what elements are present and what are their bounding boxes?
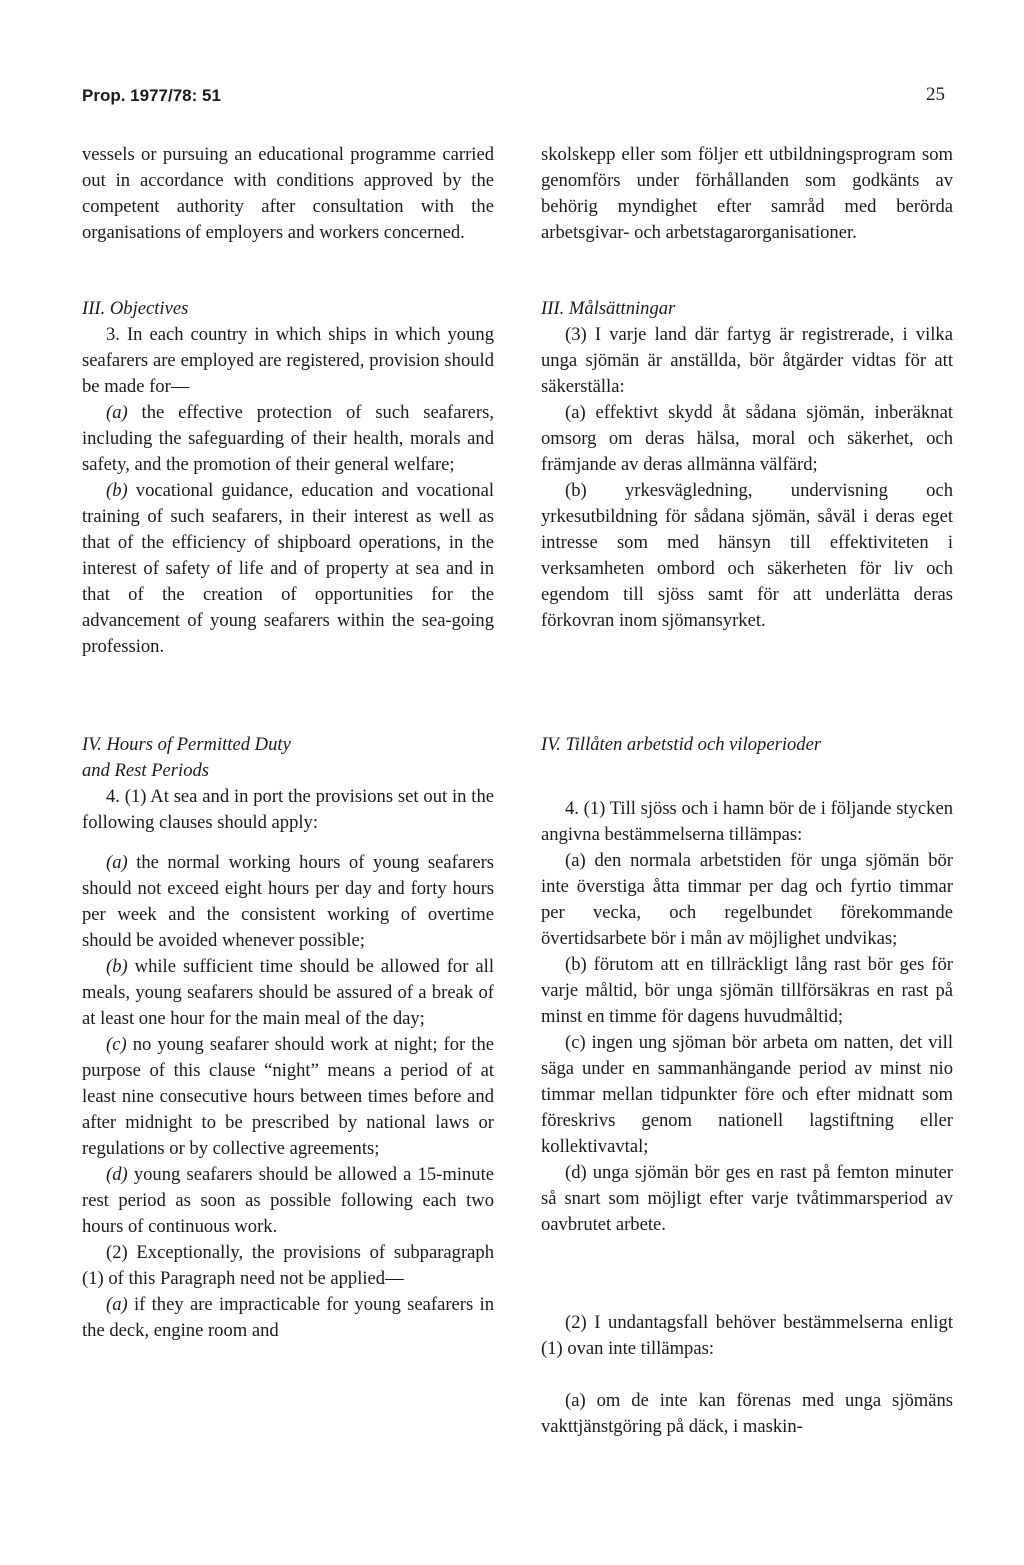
document-reference: Prop. 1977/78: 51 — [82, 86, 221, 105]
section-heading-arbetstid: IV. Tillåten arbetstid och viloperioder — [541, 734, 822, 755]
hours-clause-d: (d) young seafarers should be allowed a 15-minute rest period as soon as possible following each two hours of continuous work. — [82, 1164, 494, 1237]
hours-clause-c: (c) no young seafarer should work at night; for the purpose of this clause “night” means a period of at least nine consecutive hours between times before and after midnight to be prescribed by national laws or regulations or by collective agreements; — [82, 1034, 494, 1159]
arbetstid-clause-b: (b) förutom att en tillräckligt lång rast bör ges för varje måltid, bör unga sjömän tillförsäkras en rast på minst en timme för dagens huvudmåltid; — [541, 954, 953, 1027]
section-heading-malsattningar: III. Målsättningar — [541, 298, 676, 319]
left-intro-paragraph: vessels or pursuing an educational programme carried out in accordance with conditions approved by the competent authority after consultation with the organisations of employers and workers concerned. — [82, 144, 494, 243]
objectives-clause-a: (a) the effective protection of such seafarers, including the safeguarding of their health, morals and safety, and the promotion of their general welfare; — [82, 402, 494, 475]
hours-paragraph-1: 4. (1) At sea and in port the provisions set out in the following clauses should apply: — [82, 786, 494, 833]
section-heading-hours-line1: IV. Hours of Permitted Duty — [82, 734, 291, 755]
arbetstid-clause-c: (c) ingen ung sjöman bör arbeta om natten, det vill säga under en sammanhängande period av minst nio timmar mellan tidpunkter före och efter midnatt som föreskrivs genom nationell lagstiftning eller kollektivavtal; — [541, 1032, 953, 1157]
objectives-paragraph: 3. In each country in which ships in which young seafarers are employed are registered, provision should be made for— — [82, 324, 494, 397]
hours-clause-a: (a) the normal working hours of young seafarers should not exceed eight hours per day and forty hours per week and the consistent working of overtime should be avoided whenever possible; — [82, 852, 494, 951]
right-section-exception-a — [541, 1388, 953, 1440]
section-heading-hours-line2: and Rest Periods — [82, 760, 210, 781]
left-section-hours-heading — [82, 732, 494, 836]
left-section-objectives — [82, 296, 494, 660]
right-intro-paragraph: skolskepp eller som följer ett utbildningsprogram som genomförs under förhållanden som godkänts av behörig myndighet efter samråd med berörda arbetsgivar- och arbetstagarorganisationer. — [541, 144, 953, 243]
arbetstid-clause-d: (d) unga sjömän bör ges en rast på femton minuter så snart som möjligt efter varje tvåtimmarsperiod av oavbrutet arbete. — [541, 1162, 953, 1235]
right-section-hours-clauses — [541, 796, 953, 1238]
hours-exception-a: (a) if they are impracticable for young seafarers in the deck, engine room and — [82, 1294, 494, 1341]
arbetstid-paragraph-1: 4. (1) Till sjöss och i hamn bör de i följande stycken angivna bestämmelserna tillämpas: — [541, 798, 953, 845]
left-section-hours-clauses — [82, 850, 494, 1344]
page-number: 25 — [926, 84, 945, 105]
malsattningar-clause-b: (b) yrkesvägledning, undervisning och yrkesutbildning för sådana sjömän, såväl i deras eget intresse som med hänsyn till effektiviteten i verksamheten ombord och säkerheten för liv och egendom till sjöss samt för att underlätta deras förkovran inom sjömansyrket. — [541, 480, 953, 631]
right-section-exceptions — [541, 1310, 953, 1362]
arbetstid-clause-a: (a) den normala arbetstiden för unga sjömän bör inte överstiga åtta timmar per dag och fyrtio timmar per vecka, och regelbundet förekommande övertidsarbete bör i mån av möjlighet undvikas; — [541, 850, 953, 949]
section-heading-objectives: III. Objectives — [82, 298, 189, 319]
malsattningar-clause-a: (a) effektivt skydd åt sådana sjömän, inberäknat omsorg om deras hälsa, moral och säkerhet, och främjande av deras allmänna välfärd; — [541, 402, 953, 475]
malsattningar-paragraph: (3) I varje land där fartyg är registrerade, i vilka unga sjömän är anställda, bör åtgärder vidtas för att säkerställa: — [541, 324, 953, 397]
arbetstid-exception-a: (a) om de inte kan förenas med unga sjömäns vakttjänstgöring på däck, i maskin- — [541, 1390, 953, 1437]
hours-clause-b: (b) while sufficient time should be allowed for all meals, young seafarers should be assured of a break of at least one hour for the main meal of the day; — [82, 956, 494, 1029]
objectives-clause-b: (b) vocational guidance, education and vocational training of such seafarers, in their interest as well as that of the efficiency of shipboard operations, in the interest of safety of life and of property at sea and in that of the creation of opportunities for the advancement of young seafarers within the sea-going profession. — [82, 480, 494, 657]
right-section-hours-heading — [541, 732, 953, 758]
right-section-objectives — [541, 296, 953, 634]
hours-paragraph-2: (2) Exceptionally, the provisions of subparagraph (1) of this Paragraph need not be applied— — [82, 1242, 494, 1289]
arbetstid-paragraph-2: (2) I undantagsfall behöver bestämmelserna enligt (1) ovan inte tillämpas: — [541, 1312, 953, 1359]
